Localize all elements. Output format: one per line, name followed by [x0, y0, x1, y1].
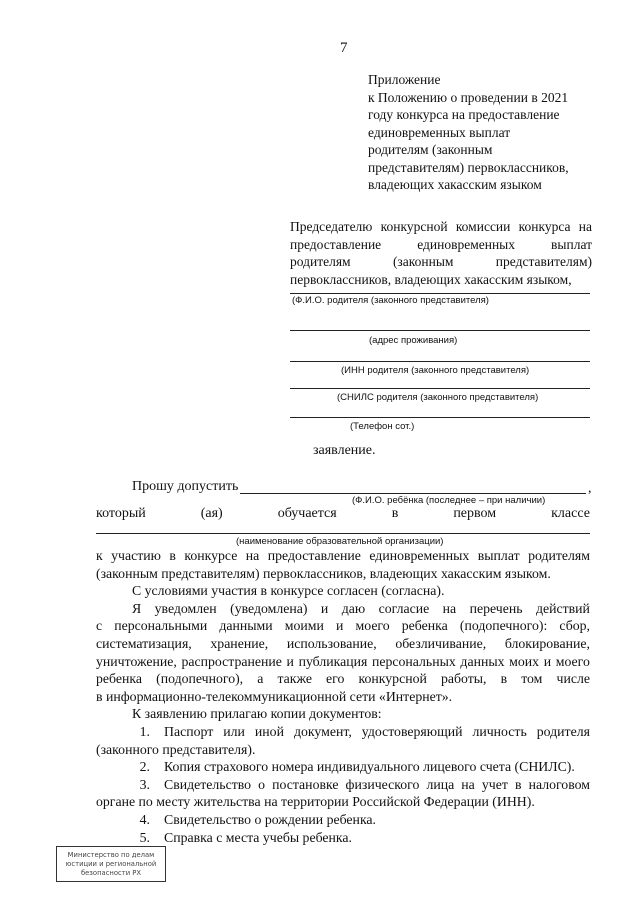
word: публикация — [298, 653, 368, 669]
word: обучается — [277, 506, 337, 521]
word: или — [223, 723, 245, 739]
addressee-line — [290, 236, 592, 254]
appendix-line: году конкурса на предоставление — [368, 107, 560, 122]
word: Я — [132, 600, 142, 616]
appendix-line: представителям) первоклассников, — [368, 159, 569, 175]
item-number: 3. — [139, 776, 150, 792]
word: моего — [555, 653, 590, 669]
word: личность — [472, 723, 527, 739]
word: учет — [481, 776, 508, 792]
child-name-caption: (Ф.И.О. ребёнка (последнее – при наличии) — [352, 495, 546, 506]
body-line — [96, 547, 590, 565]
body-line: (законным представителям) первоклассников, владеющих хакасским языком. — [96, 565, 551, 581]
word: классе — [551, 506, 590, 521]
child-name-line[interactable] — [240, 493, 586, 494]
word: обезличивание, — [395, 635, 487, 651]
addressee-line: первоклассников, владеющих хакасским языком, — [290, 271, 572, 287]
word: моего — [355, 618, 390, 634]
addressee-line — [290, 218, 592, 236]
appendix-line: единовременных выплат — [368, 124, 511, 140]
item-text — [164, 723, 590, 741]
item-number: 1. — [139, 723, 150, 739]
word: единовременных — [417, 236, 516, 252]
item-number: 5. — [139, 829, 150, 845]
inn-caption: (ИНН родителя (законного представителя) — [341, 365, 530, 376]
word: родителям — [528, 548, 590, 563]
word: конкурсной — [380, 219, 448, 234]
word: согласие — [378, 600, 430, 616]
word: на — [442, 600, 457, 616]
word: сбор, — [559, 618, 590, 634]
word: конкурсе — [184, 548, 238, 563]
word: а — [257, 671, 264, 687]
appendix-header — [368, 71, 569, 194]
word: хранение, — [210, 635, 269, 651]
word: работы, — [440, 671, 487, 687]
inn-line[interactable] — [290, 361, 590, 362]
phone-caption: (Телефон сот.) — [350, 421, 415, 432]
word: и — [543, 653, 552, 669]
word: родителям — [290, 254, 351, 269]
word: (ая) — [200, 506, 223, 521]
parent-name-caption: (Ф.И.О. родителя (законного представителя) — [292, 295, 489, 306]
word: и — [320, 600, 329, 616]
word: на — [245, 548, 260, 563]
word: документ, — [293, 723, 352, 739]
stamp-line: юстиции и региональной — [65, 859, 157, 868]
word: в — [500, 671, 508, 687]
attachment-item — [96, 776, 590, 794]
word: перечень — [469, 600, 523, 616]
word: также — [277, 671, 312, 687]
appendix-line: Приложение — [368, 72, 441, 87]
conditions-paragraph: С условиями участия в конкурсе согласен (согласна). — [132, 583, 445, 599]
item-continuation: (законного представителя). — [96, 741, 256, 757]
word: даю — [341, 600, 366, 616]
word: конкурсной — [358, 671, 427, 687]
address-line[interactable] — [290, 330, 590, 331]
word: удостоверяющий — [361, 723, 463, 739]
consent-line — [96, 617, 590, 635]
word: систематизация, — [96, 635, 192, 651]
request-suffix: , — [588, 481, 592, 496]
addressee-line — [290, 253, 592, 271]
word: уведомлен — [154, 600, 217, 616]
appendix-line: к Положению о проведении в 2021 — [368, 89, 569, 105]
address-caption: (адрес проживания) — [369, 335, 458, 346]
word: постановке — [272, 776, 339, 792]
word: выплат — [551, 236, 592, 252]
snils-line[interactable] — [290, 388, 590, 389]
word: представителям) — [495, 254, 592, 269]
word: Председателю — [290, 219, 373, 234]
statement-title: заявление. — [313, 443, 376, 458]
attachment-item — [96, 723, 590, 741]
word: предоставление — [290, 236, 382, 252]
word: родителя — [536, 723, 590, 739]
word: распространение — [181, 653, 282, 669]
stamp-line: безопасности РХ — [80, 868, 142, 877]
word: (законным — [392, 254, 454, 269]
word: данными — [219, 618, 273, 634]
word: единовременных — [369, 548, 470, 563]
word: налоговом — [528, 776, 590, 792]
word: на — [578, 219, 592, 234]
consent-line — [96, 670, 590, 688]
word: предоставление — [267, 548, 361, 563]
page-number: 7 — [340, 40, 348, 56]
word: и — [336, 618, 344, 634]
word: данных — [460, 653, 505, 669]
word: в — [391, 506, 399, 521]
statement-body — [96, 547, 590, 846]
word: (подопечного): — [459, 618, 548, 634]
word: о — [258, 776, 266, 792]
attachment-item — [96, 811, 590, 829]
ministry-stamp — [56, 846, 166, 882]
word: ребенка — [401, 618, 448, 634]
word: Паспорт — [164, 723, 214, 739]
attachment-item — [96, 758, 590, 776]
word: выплат — [477, 548, 520, 563]
organization-line[interactable] — [96, 533, 590, 534]
request-prefix: Прошу допустить — [132, 479, 239, 494]
item-text — [164, 776, 590, 794]
word: моих — [509, 653, 540, 669]
item-text: Справка с места учебы ребенка. — [164, 829, 352, 845]
word: физического — [345, 776, 420, 792]
appendix-line: родителям (законным — [368, 142, 493, 157]
word: первом — [453, 506, 497, 521]
word: на — [461, 776, 475, 792]
item-continuation: органе по месту жительства на территории Российской Федерации (ИНН). — [96, 794, 535, 810]
consent-line — [96, 635, 590, 653]
consent-line — [96, 653, 590, 671]
word: числе — [556, 671, 590, 687]
word: (подопечного), — [156, 671, 244, 687]
word: с — [96, 618, 103, 634]
consent-line: в информационно-телекоммуникационной сети «Интернет». — [96, 688, 453, 704]
word: уничтожение, — [96, 653, 177, 669]
attachments-intro: К заявлению прилагаю копии документов: — [132, 706, 382, 722]
word: который — [96, 506, 146, 521]
organization-caption: (наименование образовательной организации) — [236, 536, 444, 547]
parent-name-line[interactable] — [290, 293, 590, 294]
attachment-item — [96, 829, 590, 847]
word: персональными — [114, 618, 208, 634]
item-text: Копия страхового номера индивидуального лицевого счета (СНИЛС). — [164, 759, 575, 775]
word: иной — [254, 723, 284, 739]
addressee-block — [290, 218, 592, 288]
word: участию — [111, 548, 161, 563]
appendix-line: владеющих хакасским языком — [368, 177, 542, 192]
word: действий — [535, 600, 590, 616]
word: том — [521, 671, 543, 687]
word: Свидетельство — [164, 776, 252, 792]
word: лица — [426, 776, 455, 792]
word: конкурса — [518, 219, 571, 234]
item-number: 4. — [139, 811, 150, 827]
item-number: 2. — [139, 759, 150, 775]
word: блокирование, — [504, 635, 590, 651]
word: (уведомлена) — [230, 600, 308, 616]
snils-caption: (СНИЛС родителя (законного представителя) — [337, 392, 539, 403]
word: комиссии — [455, 219, 511, 234]
word: в — [169, 548, 176, 563]
consent-line — [96, 600, 590, 618]
grade-row — [96, 506, 590, 522]
word: его — [326, 671, 345, 687]
word: и — [286, 653, 294, 669]
phone-line[interactable] — [290, 417, 590, 418]
item-text: Свидетельство о рождении ребенка. — [164, 811, 377, 827]
word: использование, — [286, 635, 377, 651]
word: персональных — [371, 653, 456, 669]
word: моими — [284, 618, 324, 634]
word: ребенка — [96, 671, 142, 687]
stamp-line: Министерство по делам — [67, 851, 155, 859]
word: к — [96, 548, 103, 563]
word: в — [514, 776, 522, 792]
